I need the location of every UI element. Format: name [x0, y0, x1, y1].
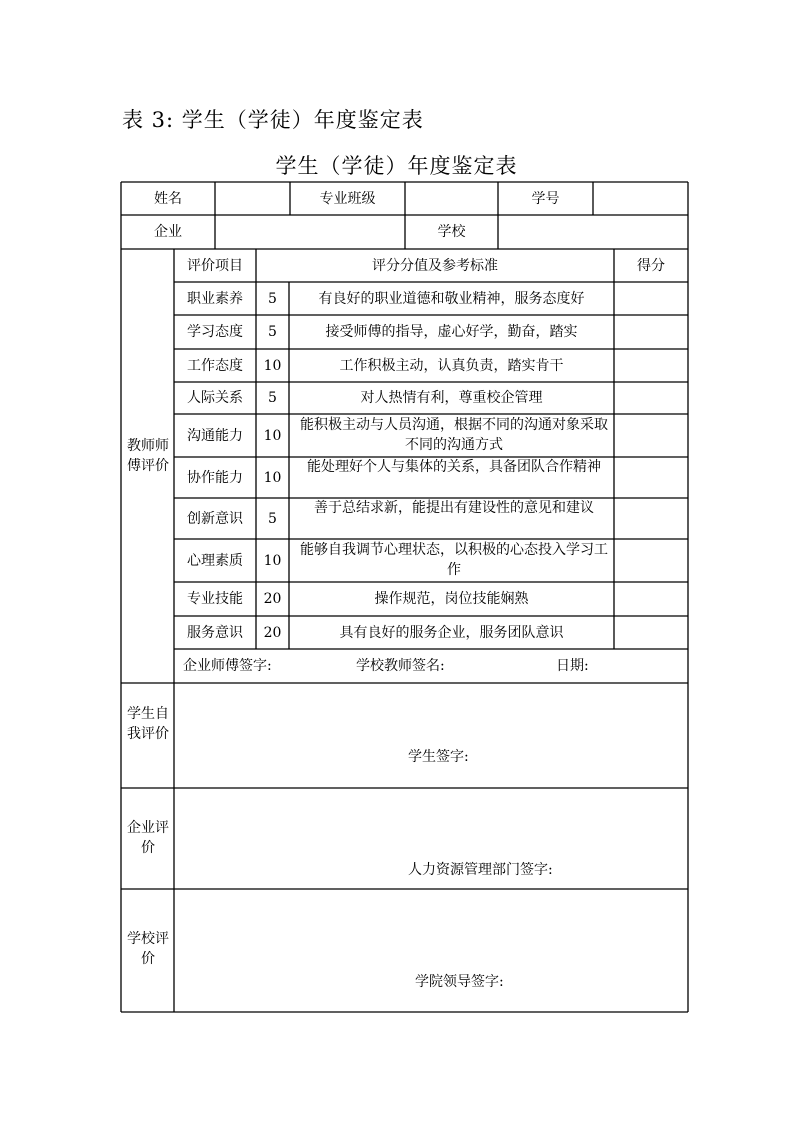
eval-item: 沟通能力	[187, 427, 243, 444]
table-title: 学生（学徒）年度鉴定表	[275, 154, 518, 178]
eval-points: 20	[263, 624, 282, 641]
eval-standard: 工作积极主动，认真负责，踏实肯干	[339, 357, 564, 374]
eval-standard: 善于总结求新，能提出有建设性的意见和建议	[314, 500, 594, 516]
company-label: 企业	[154, 224, 182, 240]
eval-item: 服务意识	[187, 624, 243, 641]
eval-standard: 具有良好的服务企业，服务团队意识	[339, 624, 564, 641]
eval-points: 10	[263, 427, 282, 444]
eval-points: 10	[263, 552, 282, 569]
score-field[interactable]	[614, 457, 688, 498]
score-field[interactable]	[614, 315, 688, 349]
document-heading: 表 3: 学生（学徒）年度鉴定表	[122, 108, 424, 132]
college-leader-signature-label: 学院领导签字:	[415, 974, 504, 990]
eval-points: 10	[263, 469, 282, 486]
score-field[interactable]	[614, 349, 688, 382]
score-field[interactable]	[614, 498, 688, 539]
school-field[interactable]	[498, 215, 688, 249]
eval-points: 10	[263, 357, 282, 374]
student-signature-label: 学生签字:	[408, 749, 469, 765]
eval-points: 5	[268, 390, 277, 406]
score-field[interactable]	[614, 382, 688, 414]
company-mentor-signature-label: 企业师傅签字:	[183, 658, 272, 674]
eval-standard: 接受师傅的指导，虚心好学，勤奋，踏实	[325, 324, 578, 340]
eval-standard: 对人热情有利，尊重校企管理	[360, 390, 543, 406]
eval-item: 职业素养	[187, 290, 243, 307]
score-field[interactable]	[614, 582, 688, 616]
hr-signature-label: 人力资源管理部门签字:	[408, 862, 553, 878]
school-eval-label: 学校评价	[127, 931, 169, 967]
school-teacher-signature-label: 学校教师签名:	[356, 658, 445, 674]
col-header-score: 得分	[637, 257, 665, 274]
eval-item: 工作态度	[187, 357, 243, 374]
eval-item: 心理素质	[187, 552, 243, 569]
date-label: 日期:	[556, 658, 589, 674]
student-id-label: 学号	[531, 190, 560, 207]
name-field[interactable]	[215, 182, 290, 215]
major-field[interactable]	[405, 182, 498, 215]
score-field[interactable]	[614, 414, 688, 457]
school-eval-field[interactable]	[174, 889, 688, 1012]
eval-standard: 有良好的职业道德和敬业精神，服务态度好	[318, 290, 585, 307]
eval-points: 5	[268, 510, 277, 527]
eval-standard: 能够自我调节心理状态，以积极的心态投入学习工作	[300, 542, 608, 578]
eval-standard: 能处理好个人与集体的关系，具备团队合作精神	[307, 459, 601, 475]
score-field[interactable]	[614, 616, 688, 649]
score-field[interactable]	[614, 282, 688, 315]
eval-standard: 操作规范，岗位技能娴熟	[374, 591, 529, 607]
score-field[interactable]	[614, 539, 688, 582]
col-header-item: 评价项目	[187, 257, 243, 274]
name-label: 姓名	[154, 190, 182, 207]
eval-item: 专业技能	[187, 591, 243, 607]
eval-points: 5	[268, 324, 277, 340]
eval-standard: 能积极主动与人员沟通，根据不同的沟通对象采取不同的沟通方式	[300, 417, 608, 453]
major-label: 专业班级	[319, 190, 376, 207]
eval-points: 5	[268, 290, 277, 307]
student-id-field[interactable]	[593, 182, 688, 215]
eval-item: 创新意识	[187, 510, 243, 527]
eval-points: 20	[263, 591, 282, 607]
eval-item: 人际关系	[187, 390, 243, 406]
self-eval-label: 学生自我评价	[127, 706, 169, 742]
company-field[interactable]	[215, 215, 405, 249]
col-header-standard: 评分分值及参考标准	[372, 257, 498, 274]
mentor-eval-label: 教师师傅评价	[127, 438, 169, 474]
self-eval-field[interactable]	[174, 683, 688, 788]
school-label: 学校	[437, 224, 466, 240]
eval-item: 学习态度	[187, 324, 243, 340]
eval-item: 协作能力	[187, 469, 243, 486]
company-eval-label: 企业评价	[127, 820, 169, 856]
